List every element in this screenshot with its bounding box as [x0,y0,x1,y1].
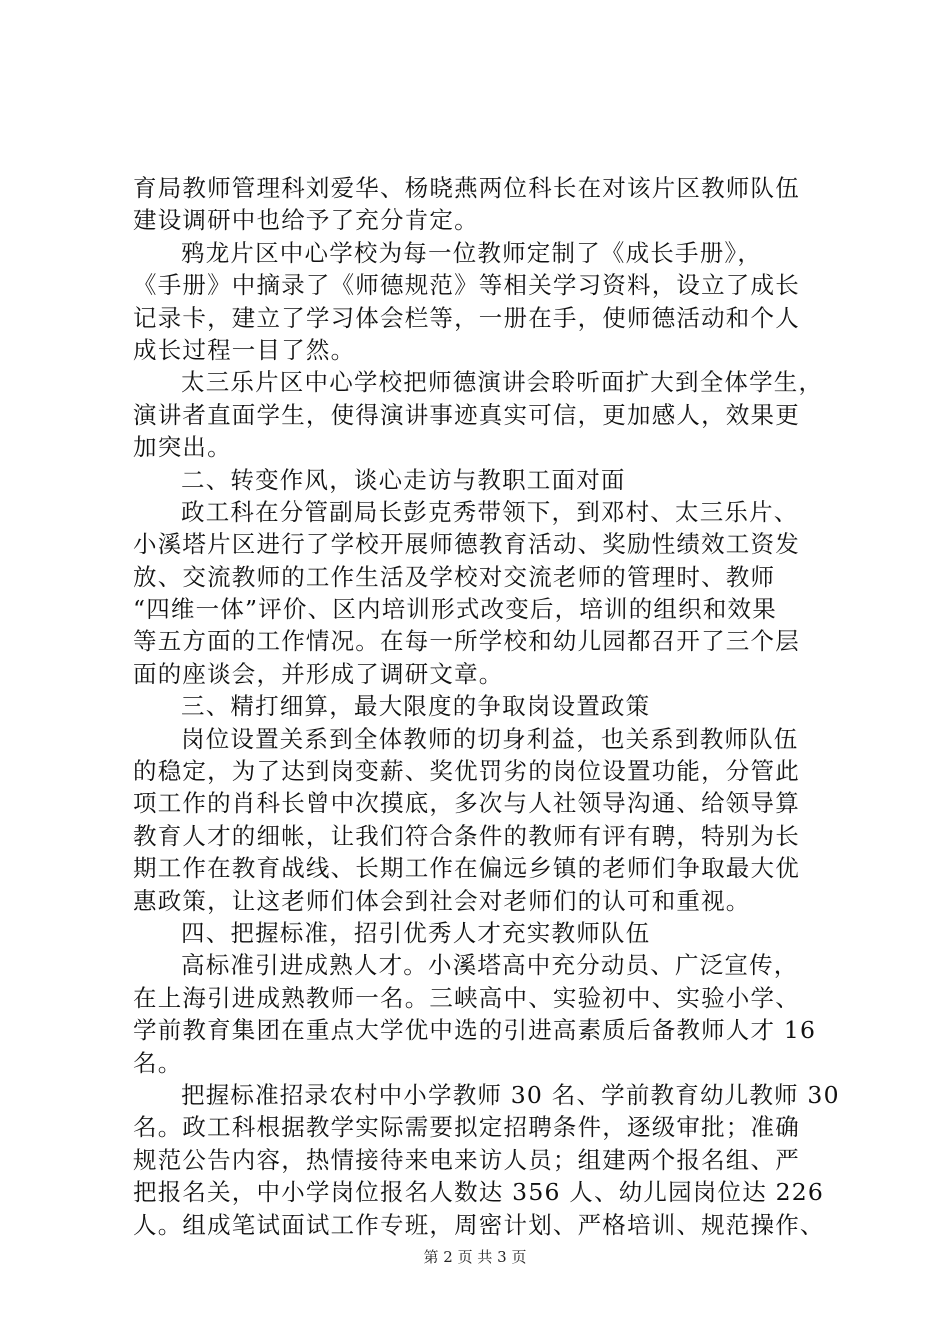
text-line: 太三乐片区中心学校把师德演讲会聆听面扩大到全体学生， [181,368,824,397]
text-line: 高标准引进成熟人才。小溪塔高中充分动员、广泛宣传， [181,951,799,980]
text-line: 加突出。 [133,433,232,462]
text-line: 教育人才的细帐，让我们符合条件的教师有评有聘，特别为长 [133,821,800,850]
text-line: 演讲者直面学生，使得演讲事迹真实可信，更加感人，效果更 [133,400,800,429]
text-line: 惠政策，让这老师们体会到社会对老师们的认可和重视。 [133,886,751,915]
page-footer: 第 2 页 共 3 页 [423,1248,527,1266]
text-line: 规范公告内容，热情接待来电来访人员；组建两个报名组、严 [133,1145,800,1174]
text-line: 小溪塔片区进行了学校开展师德教育活动、奖励性绩效工资发 [133,530,800,559]
text-line: 把报名关，中小学岗位报名人数达 356 人、幼儿园岗位达 226 [133,1178,825,1207]
text-line: 人。组成笔试面试工作专班，周密计划、严格培训、规范操作、 [133,1210,825,1239]
text-line: 鸦龙片区中心学校为每一位教师定制了《成长手册》， [181,238,763,267]
text-line: 面的座谈会，并形成了调研文章。 [133,659,504,688]
text-line: 三、精打细算，最大限度的争取岗设置政策 [181,692,651,721]
text-line: 育局教师管理科刘爱华、杨晓燕两位科长在对该片区教师队伍 [133,174,800,202]
text-line: 名。 [133,1048,183,1077]
text-line: 二、转变作风，谈心走访与教职工面对面 [181,465,626,494]
text-line: 期工作在教育战线、长期工作在偏远乡镇的老师们争取最大优 [133,854,800,883]
text-line: 学前教育集团在重点大学优中选的引进高素质后备教师人才 16 [133,1016,817,1045]
text-line: 政工科在分管副局长彭克秀带领下，到邓村、太三乐片、 [181,497,799,526]
text-line: “四维一体”评价、区内培训形式改变后，培训的组织和效果 [133,595,777,624]
text-line: 四、把握标准，招引优秀人才充实教师队伍 [181,918,651,947]
text-line: 建设调研中也给予了充分肯定。 [133,206,479,235]
text-line: 在上海引进成熟教师一名。三峡高中、实验初中、实验小学、 [133,983,800,1012]
document-body [133,172,845,1241]
text-line: 记录卡，建立了学习体会栏等，一册在手，使师德活动和个人 [133,303,800,332]
text-line: 把握标准招录农村中小学教师 30 名、学前教育幼儿教师 30 [181,1080,840,1109]
text-line: 项工作的肖科长曾中次摸底，多次与人社领导沟通、给领导算 [133,789,800,818]
text-line: 等五方面的工作情况。在每一所学校和幼儿园都召开了三个层 [133,627,800,656]
text-line: 成长过程一目了然。 [133,335,356,364]
text-line: 放、交流教师的工作生活及学校对交流老师的管理时、教师 [133,562,776,591]
text-line: 岗位设置关系到全体教师的切身利益，也关系到教师队伍 [181,724,799,753]
text-line: 名。政工科根据教学实际需要拟定招聘条件，逐级审批；准确 [133,1113,800,1142]
text-line: 《手册》中摘录了《师德规范》等相关学习资料，设立了成长 [133,271,800,300]
text-line: 的稳定，为了达到岗变薪、奖优罚劣的岗位设置功能，分管此 [133,757,800,786]
